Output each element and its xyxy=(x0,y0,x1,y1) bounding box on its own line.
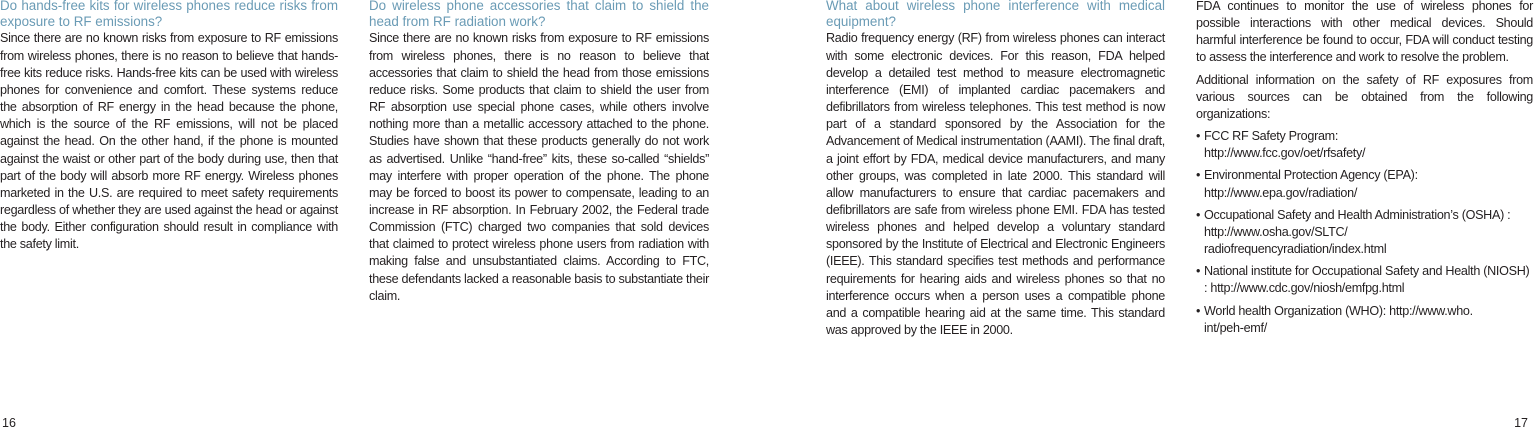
paragraph-medical-interference: Radio frequency energy (RF) from wireless phones can interact with some electronic devices. For this reason, FDA helped develop a detailed test method to measure electromagnetic interference (EMI) of implanted cardiac pacemakers and defibrillators from wireless telephones. This test method is now part of a standard sponsored by the Association for the Advancement of Medical instrumentation (AAMI). The final draft, a joint effort by FDA, medical device manufacturers, and many other groups, was completed in late 2000. This standard will allow manufacturers to ensure that cardiac pacemakers and defibrillators are safe from wireless phone EMI. FDA has tested wireless phones and helped develop a voluntary standard sponsored by the Institute of Electrical and Electronic Engineers (IEEE). This standard specifies test methods and performance requirements for hearing aids and wireless phones so that no interference occurs when a person uses a compatible phone and a compatible hearing aid at the same time. This standard was approved by the IEEE in 2000. xyxy=(826,31,1165,338)
organization-name: FCC RF Safety Program: xyxy=(1204,129,1339,144)
column-shield-accessories xyxy=(369,0,709,305)
organization-name: Occupational Safety and Health Administration’s (OSHA) : http://www.osha.gov/SLTC/ xyxy=(1204,207,1511,239)
bullet-icon: • xyxy=(1196,168,1201,183)
column-additional-info xyxy=(1196,0,1533,342)
paragraph-additional-information: Additional information on the safety of RF exposures from various sources can be obtained from the following organizations: xyxy=(1196,72,1533,121)
heading-hands-free-kits: Do hands-free kits for wireless phones reduce risks from exposure to RF emissions? xyxy=(0,0,338,30)
organization-item-niosh xyxy=(1196,263,1533,297)
column-medical-interference xyxy=(826,0,1165,339)
bullet-icon: • xyxy=(1196,207,1201,222)
column-hands-free xyxy=(0,0,338,253)
organization-name: World health Organization (WHO): http://www.who. xyxy=(1204,303,1473,318)
organization-link[interactable]: http://www.epa.gov/radiation/ xyxy=(1204,185,1358,200)
heading-medical-interference: What about wireless phone interference with medical equipment? xyxy=(826,0,1165,30)
page-number-left: 16 xyxy=(2,416,16,430)
organization-item-osha xyxy=(1196,207,1533,258)
organization-name: Environmental Protection Agency (EPA): xyxy=(1204,168,1418,183)
paragraph-shield-accessories: Since there are no known risks from exposure to RF emissions from wireless phones, there is no reason to believe that accessories that claim to shield the head from those emissions reduce risks. Some products that claim to shield the user from RF absorption use special phone cases, while others involve nothing more than a metallic accessory attached to the phone. Studies have shown that these products generally do not work as advertised. Unlike “hand-free” kits, these so-called “shields” may interfere with proper operation of the phone. The phone may be forced to boost its power to compensate, leading to an increase in RF absorption. In February 2002, the Federal trade Commission (FTC) charged two companies that sold devices that claimed to protect wireless phone users from radiation with making false and unsubstantiated claims. According to FTC, these defendants lacked a reasonable basis to substantiate their claim. xyxy=(369,31,709,303)
heading-shield-accessories: Do wireless phone accessories that claim to shield the head from RF radiation work? xyxy=(369,0,709,30)
bullet-icon: • xyxy=(1196,264,1201,279)
organization-link[interactable]: http://www.fcc.gov/oet/rfsafety/ xyxy=(1204,146,1366,161)
organization-name: National institute for Occupational Safety and Health (NIOSH) : http://www.cdc.gov/niosh/emfpg.html xyxy=(1204,264,1530,296)
organization-link[interactable]: int/peh-emf/ xyxy=(1204,320,1267,335)
organization-list xyxy=(1196,128,1533,337)
paragraph-hands-free-kits: Since there are no known risks from exposure to RF emissions from wireless phones, there is no reason to believe that hands-free kits reduce risks. Hands-free kits can be used with wireless phones for convenience and comfort. These systems reduce the absorption of RF energy in the head because the phone, which is the source of the RF emissions, will not be placed against the head. On the other hand, if the phone is mounted against the waist or other part of the body during use, then that part of the body will absorb more RF energy. Wireless phones marketed in the U.S. are required to meet safety requirements regardless of whether they are used against the head or against the body. Either configuration should result in compliance with the safety limit. xyxy=(0,31,338,252)
organization-item-epa xyxy=(1196,167,1533,201)
organization-item-fcc xyxy=(1196,128,1533,162)
organization-item-who xyxy=(1196,303,1533,337)
bullet-icon: • xyxy=(1196,303,1201,318)
page-number-right: 17 xyxy=(1514,416,1528,430)
bullet-icon: • xyxy=(1196,129,1201,144)
paragraph-fda-monitoring: FDA continues to monitor the use of wireless phones for possible interactions with other medical devices. Should harmful interference be found to occur, FDA will conduct testing to assess the interference and work to resolve the problem. xyxy=(1196,0,1533,65)
organization-link[interactable]: radiofrequencyradiation/index.html xyxy=(1204,242,1387,257)
